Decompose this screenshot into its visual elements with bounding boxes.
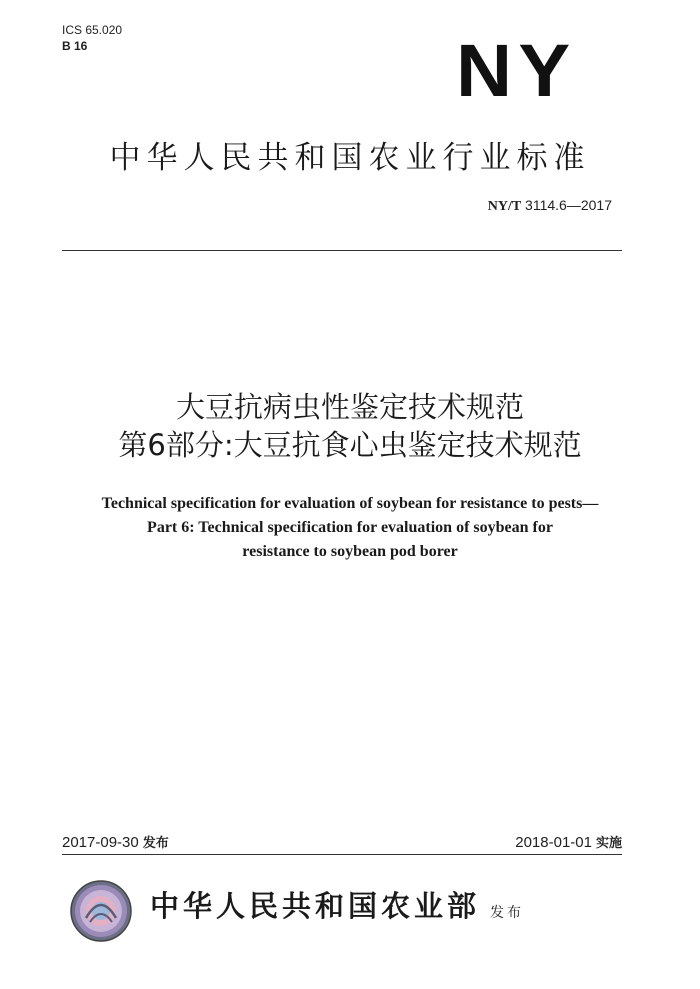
cn-title-line-2: 第6部分:大豆抗食心虫鉴定技术规范 [118, 428, 582, 462]
en-title-line-2: Part 6: Technical specification for evaluation of soybean for [147, 519, 553, 536]
issue-date-label: 发布 [142, 836, 169, 851]
effective-date-value: 2018-01-01 [515, 834, 592, 851]
bottom-divider [62, 854, 622, 855]
en-title [0, 492, 700, 564]
en-title-line-1: Technical specification for evaluation of soybean for resistance to pests— [101, 495, 599, 512]
ccs-code: B 16 [62, 39, 88, 53]
standard-number [488, 197, 612, 215]
top-divider [62, 250, 622, 251]
ministry-issue-label: 发布 [490, 905, 524, 921]
cn-title-line-1: 大豆抗病虫性鉴定技术规范 [175, 390, 524, 424]
issuing-ministry: 中华人民共和国农业部 [150, 889, 481, 923]
en-title-line-3: resistance to soybean pod borer [242, 543, 458, 560]
standard-number-value: 3114.6—2017 [521, 197, 612, 213]
standard-number-prefix: NY/T [487, 199, 522, 214]
standard-category-title: 中华人民共和国农业行业标准 [109, 140, 591, 176]
effective-date [515, 832, 622, 851]
ministry-emblem-icon [70, 880, 132, 942]
ny-logo: NY [456, 29, 577, 112]
ics-code: ICS 65.020 [62, 23, 123, 37]
issue-date [62, 832, 169, 851]
issue-date-value: 2017-09-30 [62, 834, 139, 851]
effective-date-label: 实施 [595, 836, 622, 851]
classification-codes [62, 22, 122, 54]
